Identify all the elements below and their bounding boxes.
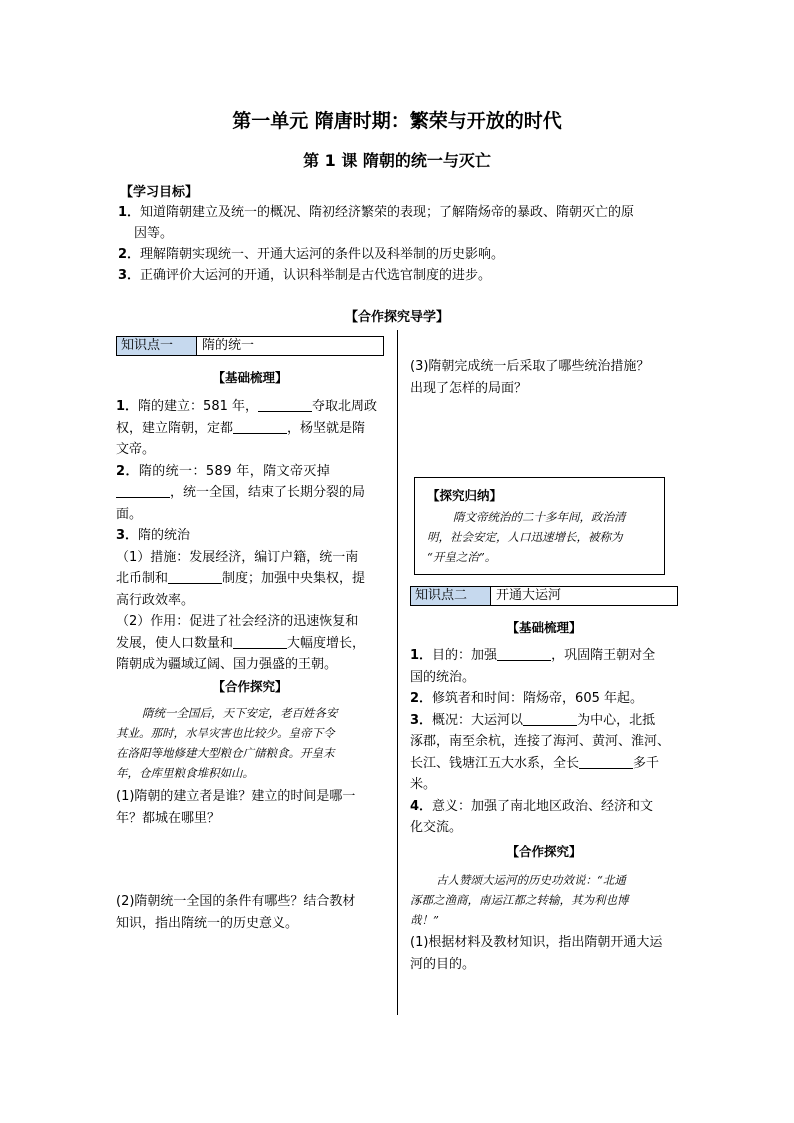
fill-blank xyxy=(116,483,170,498)
text: 发展，使人口数量和 xyxy=(116,635,234,651)
text: 权，建立隋朝，定都 xyxy=(116,420,234,436)
text: 米。 xyxy=(410,777,437,792)
right-material xyxy=(410,870,678,930)
text: 高行政效率。 xyxy=(116,592,195,608)
text: 文帝。 xyxy=(116,442,156,457)
basics-heading-right: 【基础梳理】 xyxy=(506,620,582,635)
knowledge-point-1-header xyxy=(116,336,384,356)
item-number: 2． xyxy=(116,463,139,479)
text: （2）作用：促进了社会经济的迅速恢复和 xyxy=(116,614,359,629)
text: 意义：加强了南北地区政治、经济和文 xyxy=(432,798,654,814)
text: 隋的建立：581 年， xyxy=(138,399,258,414)
text: 概况：大运河以 xyxy=(432,712,524,728)
summary-line: 明，社会安定，人口迅速增长，被称为 xyxy=(427,530,623,544)
fill-blank xyxy=(233,419,287,434)
question-line: 出现了怎样的局面？ xyxy=(410,380,528,396)
question-line: 年？都城在哪里？ xyxy=(116,810,221,826)
knowledge-point-2-header xyxy=(410,586,678,606)
material-line: 哉！” xyxy=(410,913,439,927)
fill-blank xyxy=(258,397,312,412)
item-number: 4． xyxy=(410,798,433,814)
question-line: 河的目的。 xyxy=(410,956,476,972)
knowledge-point-tag: 知识点二 xyxy=(411,587,491,605)
text: 夺取北周政 xyxy=(312,399,378,414)
fill-blank xyxy=(233,634,287,649)
fill-blank xyxy=(579,754,633,769)
item-number: 2． xyxy=(410,691,433,706)
knowledge-point-name: 隋的统一 xyxy=(202,338,255,353)
text: 国的统治。 xyxy=(410,669,476,685)
text: 隋的统治 xyxy=(138,528,191,543)
right-basics-block xyxy=(410,645,678,839)
right-question-1 xyxy=(410,932,678,975)
question-line: (2)隋朝统一全国的条件有哪些？结合教材 xyxy=(116,894,356,909)
knowledge-point-tag: 知识点一 xyxy=(117,337,197,355)
column-divider xyxy=(397,330,398,1015)
objective-number: 3． xyxy=(118,268,141,283)
text: 长江、钱塘江五大水系，全长 xyxy=(410,755,580,771)
item-number: 1． xyxy=(410,648,433,663)
right-question-3 xyxy=(410,356,678,399)
text: 隋朝成为疆域辽阔、国力强盛的王朝。 xyxy=(116,657,338,672)
objective-text-cont: 因等。 xyxy=(134,226,174,241)
left-question-2 xyxy=(116,891,384,934)
summary-line: 隋文帝统治的二十多年间，政治清 xyxy=(453,510,626,524)
material-line: 涿郡之渔商，南运江都之转输，其为利也博 xyxy=(410,893,629,907)
coop-study-heading: 【合作探究导学】 xyxy=(344,310,449,325)
text: 多千 xyxy=(633,755,660,771)
item-number: 1． xyxy=(116,399,139,414)
text: ，杨坚就是隋 xyxy=(287,420,366,436)
text: （1）措施：发展经济，编订户籍，统一南 xyxy=(116,549,359,565)
material-line: 古人赞颂大运河的历史功效说：“北通 xyxy=(436,873,626,887)
text: 为中心，北抵 xyxy=(577,712,656,728)
summary-heading: 【探究归纳】 xyxy=(427,488,503,503)
text: 隋的统一：589 年，隋文帝灭掉 xyxy=(138,463,331,479)
material-line: 在洛阳等地修建大型粮仓广储粮食。开皇末 xyxy=(116,746,335,760)
text: ，巩固隋王朝对全 xyxy=(551,648,656,663)
material-line: 年，仓库里粮食堆积如山。 xyxy=(116,766,254,780)
objective-item-1 xyxy=(118,202,684,244)
material-line: 其业。那时，水旱灾害也比较少。皇帝下令 xyxy=(116,726,335,740)
text: 涿郡，南至余杭，连接了海河、黄河、淮河、 xyxy=(410,734,671,749)
objective-item-3 xyxy=(118,265,684,286)
question-line: 知识，指出隋统一的历史意义。 xyxy=(116,915,299,931)
item-number: 3． xyxy=(410,712,433,728)
fill-blank xyxy=(168,569,222,584)
objective-text: 正确评价大运河的开通，认识科举制是古代选官制度的进步。 xyxy=(140,268,492,283)
objective-text: 理解隋朝实现统一、开通大运河的条件以及科举制的历史影响。 xyxy=(140,247,505,262)
text: 大幅度增长， xyxy=(287,635,366,651)
knowledge-point-name: 开通大运河 xyxy=(496,588,562,603)
objective-item-2 xyxy=(118,244,684,265)
question-line: (1)根据材料及教材知识，指出隋朝开通大运 xyxy=(410,935,663,950)
objective-number: 1． xyxy=(118,205,141,220)
left-basics-block xyxy=(116,396,384,676)
objectives-heading: 【学习目标】 xyxy=(120,185,199,200)
text: 修筑者和时间：隋炀帝，605 年起。 xyxy=(432,691,643,706)
coop-heading-left: 【合作探究】 xyxy=(212,679,288,694)
objective-number: 2． xyxy=(118,247,141,262)
text: 目的：加强 xyxy=(432,648,498,663)
fill-blank xyxy=(523,711,577,726)
fill-blank xyxy=(497,646,551,661)
text: 面。 xyxy=(116,506,143,522)
question-line: (3)隋朝完成统一后采取了哪些统治措施？ xyxy=(410,359,650,374)
basics-heading-left: 【基础梳理】 xyxy=(212,370,288,385)
material-line: 隋统一全国后，天下安定，老百姓各安 xyxy=(142,706,338,720)
left-material xyxy=(116,703,384,783)
item-number: 3． xyxy=(116,528,139,543)
left-question-1 xyxy=(116,786,384,829)
coop-heading-right: 【合作探究】 xyxy=(506,844,582,859)
text: 北币制和 xyxy=(116,571,169,586)
text: 化交流。 xyxy=(410,820,463,835)
objective-text: 知道隋朝建立及统一的概况、隋初经济繁荣的表现；了解隋炀帝的暴政、隋朝灭亡的原 xyxy=(140,205,635,220)
lesson-title: 第 1 课 隋朝的统一与灭亡 xyxy=(303,151,491,170)
question-line: (1)隋朝的建立者是谁？建立的时间是哪一 xyxy=(116,789,356,804)
unit-title: 第一单元 隋唐时期：繁荣与开放的时代 xyxy=(232,110,562,132)
text: 制度；加强中央集权，提 xyxy=(222,571,366,586)
text: ，统一全国，结束了长期分裂的局 xyxy=(170,485,366,500)
summary-box xyxy=(414,477,665,575)
summary-line: “开皇之治”。 xyxy=(427,550,497,564)
